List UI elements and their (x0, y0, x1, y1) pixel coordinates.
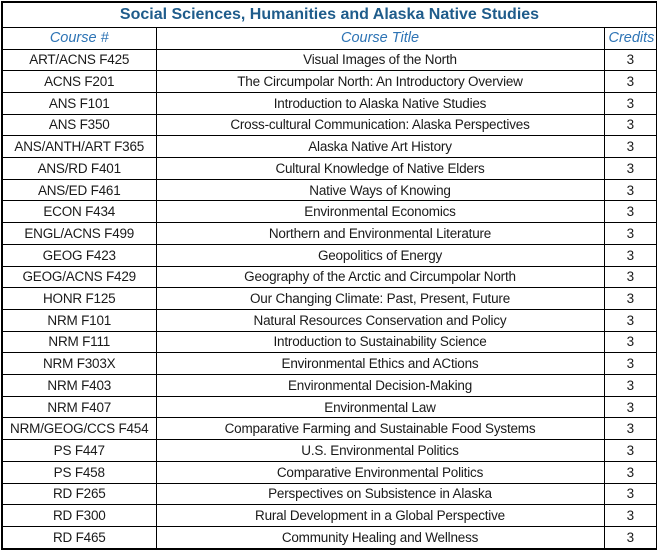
course-title-cell: Community Healing and Wellness (156, 526, 604, 549)
course-number-cell: NRM F111 (2, 331, 156, 353)
course-title-cell: Perspectives on Subsistence in Alaska (156, 483, 604, 505)
credits-cell: 3 (604, 266, 657, 288)
course-number-cell: NRM F403 (2, 375, 156, 397)
table-row (2, 375, 657, 397)
table-row (2, 114, 657, 136)
table-row (2, 505, 657, 527)
course-number-cell: GEOG/ACNS F429 (2, 266, 156, 288)
course-title-cell: Rural Development in a Global Perspective (156, 505, 604, 527)
column-header-credits: Credits (604, 27, 657, 49)
credits-cell: 3 (604, 440, 657, 462)
course-title-cell: U.S. Environmental Politics (156, 440, 604, 462)
credits-cell: 3 (604, 396, 657, 418)
course-number-cell: ANS/ED F461 (2, 179, 156, 201)
course-table-body (2, 49, 657, 549)
credits-cell: 3 (604, 375, 657, 397)
course-number-cell: NRM F101 (2, 309, 156, 331)
course-title-cell: Northern and Environmental Literature (156, 223, 604, 245)
column-header-course-number: Course # (2, 27, 156, 49)
table-row (2, 136, 657, 158)
table-row (2, 92, 657, 114)
table-row (2, 309, 657, 331)
course-title-cell: Natural Resources Conservation and Policy (156, 309, 604, 331)
course-number-cell: HONR F125 (2, 288, 156, 310)
course-number-cell: PS F447 (2, 440, 156, 462)
table-row (2, 201, 657, 223)
credits-cell: 3 (604, 526, 657, 549)
table-row (2, 288, 657, 310)
table-row (2, 396, 657, 418)
table-row (2, 244, 657, 266)
table-row (2, 483, 657, 505)
course-title-cell: Alaska Native Art History (156, 136, 604, 158)
course-title-cell: Environmental Ethics and ACtions (156, 353, 604, 375)
course-number-cell: ANS F350 (2, 114, 156, 136)
course-title-cell: Environmental Law (156, 396, 604, 418)
table-row (2, 331, 657, 353)
course-table (1, 1, 657, 550)
table-row (2, 158, 657, 180)
course-number-cell: NRM F303X (2, 353, 156, 375)
credits-cell: 3 (604, 158, 657, 180)
course-number-cell: ANS/ANTH/ART F365 (2, 136, 156, 158)
credits-cell: 3 (604, 136, 657, 158)
course-number-cell: ECON F434 (2, 201, 156, 223)
credits-cell: 3 (604, 71, 657, 93)
course-number-cell: GEOG F423 (2, 244, 156, 266)
table-header-row (2, 27, 657, 49)
course-number-cell: RD F265 (2, 483, 156, 505)
table-row (2, 49, 657, 71)
course-title-cell: Comparative Environmental Politics (156, 461, 604, 483)
course-number-cell: NRM F407 (2, 396, 156, 418)
course-number-cell: ACNS F201 (2, 71, 156, 93)
credits-cell: 3 (604, 92, 657, 114)
course-number-cell: ANS F101 (2, 92, 156, 114)
table-row (2, 71, 657, 93)
course-title-cell: Geography of the Arctic and Circumpolar North (156, 266, 604, 288)
credits-cell: 3 (604, 179, 657, 201)
table-row (2, 461, 657, 483)
credits-cell: 3 (604, 418, 657, 440)
table-title: Social Sciences, Humanities and Alaska Native Studies (2, 2, 657, 27)
course-number-cell: ANS/RD F401 (2, 158, 156, 180)
credits-cell: 3 (604, 461, 657, 483)
credits-cell: 3 (604, 331, 657, 353)
credits-cell: 3 (604, 353, 657, 375)
course-title-cell: Geopolitics of Energy (156, 244, 604, 266)
course-title-cell: Cross-cultural Communication: Alaska Perspectives (156, 114, 604, 136)
course-title-cell: The Circumpolar North: An Introductory Overview (156, 71, 604, 93)
course-number-cell: ENGL/ACNS F499 (2, 223, 156, 245)
course-title-cell: Cultural Knowledge of Native Elders (156, 158, 604, 180)
course-title-cell: Introduction to Sustainability Science (156, 331, 604, 353)
credits-cell: 3 (604, 49, 657, 71)
credits-cell: 3 (604, 223, 657, 245)
course-number-cell: RD F465 (2, 526, 156, 549)
table-row (2, 418, 657, 440)
course-title-cell: Introduction to Alaska Native Studies (156, 92, 604, 114)
course-title-cell: Native Ways of Knowing (156, 179, 604, 201)
course-number-cell: PS F458 (2, 461, 156, 483)
course-title-cell: Environmental Decision-Making (156, 375, 604, 397)
course-number-cell: RD F300 (2, 505, 156, 527)
course-number-cell: NRM/GEOG/CCS F454 (2, 418, 156, 440)
course-title-cell: Comparative Farming and Sustainable Food Systems (156, 418, 604, 440)
table-title-row (2, 2, 657, 27)
table-row (2, 266, 657, 288)
column-header-course-title: Course Title (156, 27, 604, 49)
course-title-cell: Our Changing Climate: Past, Present, Future (156, 288, 604, 310)
course-title-cell: Environmental Economics (156, 201, 604, 223)
credits-cell: 3 (604, 114, 657, 136)
table-row (2, 440, 657, 462)
credits-cell: 3 (604, 288, 657, 310)
table-row (2, 223, 657, 245)
table-row (2, 179, 657, 201)
credits-cell: 3 (604, 483, 657, 505)
credits-cell: 3 (604, 309, 657, 331)
course-title-cell: Visual Images of the North (156, 49, 604, 71)
table-row (2, 526, 657, 549)
table-row (2, 353, 657, 375)
credits-cell: 3 (604, 201, 657, 223)
credits-cell: 3 (604, 505, 657, 527)
credits-cell: 3 (604, 244, 657, 266)
course-number-cell: ART/ACNS F425 (2, 49, 156, 71)
